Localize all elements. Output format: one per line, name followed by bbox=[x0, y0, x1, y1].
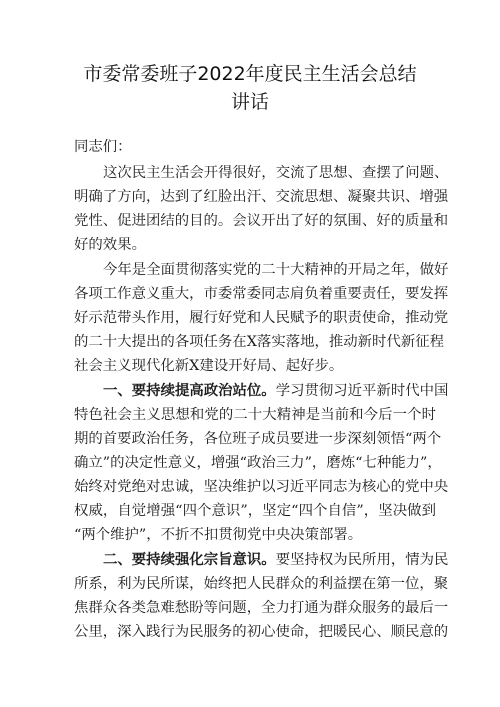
document-title-line-1: 市委常委班子2022年度民主生活会总结 bbox=[83, 63, 417, 85]
paragraph-2-line: 各项工作意义重大，市委常委同志肩负着重要责任，要发挥 bbox=[74, 286, 449, 302]
section-1-first-line bbox=[103, 381, 449, 401]
paragraph-1-line: 明确了方向，达到了红脸出汗、交流思想、凝聚共识、增强 bbox=[74, 189, 449, 205]
paragraph-2-line: 好示范带头作用，履行好党和人民赋予的职责使命，推动党 bbox=[74, 310, 449, 326]
document-title-line-2: 讲话 bbox=[230, 91, 269, 113]
section-1-line: 权威，自觉增强“四个意识”，坚定“四个自信”，坚决做到 bbox=[74, 503, 436, 519]
section-1-heading: 一、要持续提高政治站位。 bbox=[103, 382, 276, 399]
paragraph-1-line: 好的效果。 bbox=[74, 237, 146, 253]
section-2-first-text: 要坚持权为民所用，情为民 bbox=[275, 552, 449, 568]
greeting: 同志们： bbox=[74, 139, 132, 155]
paragraph-1-line: 党性、促进团结的目的。会议开出了好的氛围、好的质量和 bbox=[74, 213, 449, 229]
paragraph-2-line: 社会主义现代化新X建设开好局、起好步。 bbox=[74, 358, 344, 374]
paragraph-1-line: 这次民主生活会开得很好，交流了思想、查摆了问题、 bbox=[103, 165, 449, 181]
section-1-line: 期的首要政治任务，各位班子成员要进一步深刻领悟“两个 bbox=[74, 431, 442, 447]
section-1-first-text: 学习贯彻习近平新时代中国 bbox=[275, 383, 449, 399]
section-2-line: 所系，利为民所谋，始终把人民群众的利益摆在第一位，聚 bbox=[74, 576, 449, 592]
section-2-heading: 二、要持续强化宗旨意识。 bbox=[103, 551, 276, 568]
section-1-line: 始终对党绝对忠诚，坚决维护以习近平同志为核心的党中央 bbox=[74, 479, 449, 495]
section-1-line: 特色社会主义思想和党的二十大精神是当前和今后一个时 bbox=[74, 407, 436, 423]
paragraph-2-line: 的二十大提出的各项任务在X落实落地，推动新时代新征程 bbox=[74, 334, 445, 350]
section-1-line: 确立”的决定性意义，增强“政治三力”，磨炼“七种能力”， bbox=[74, 455, 442, 471]
paragraph-2-line: 今年是全面贯彻落实党的二十大精神的开局之年，做好 bbox=[103, 262, 449, 278]
section-2-line: 焦群众各类急难愁盼等问题，全力打通为群众服务的最后一 bbox=[74, 600, 449, 616]
section-1-line: “两个维护”，不折不扣贯彻党中央决策部署。 bbox=[74, 527, 363, 543]
section-2-first-line bbox=[103, 550, 449, 570]
section-2-line: 公里，深入践行为民服务的初心使命，把暖民心、顺民意的 bbox=[74, 624, 449, 640]
